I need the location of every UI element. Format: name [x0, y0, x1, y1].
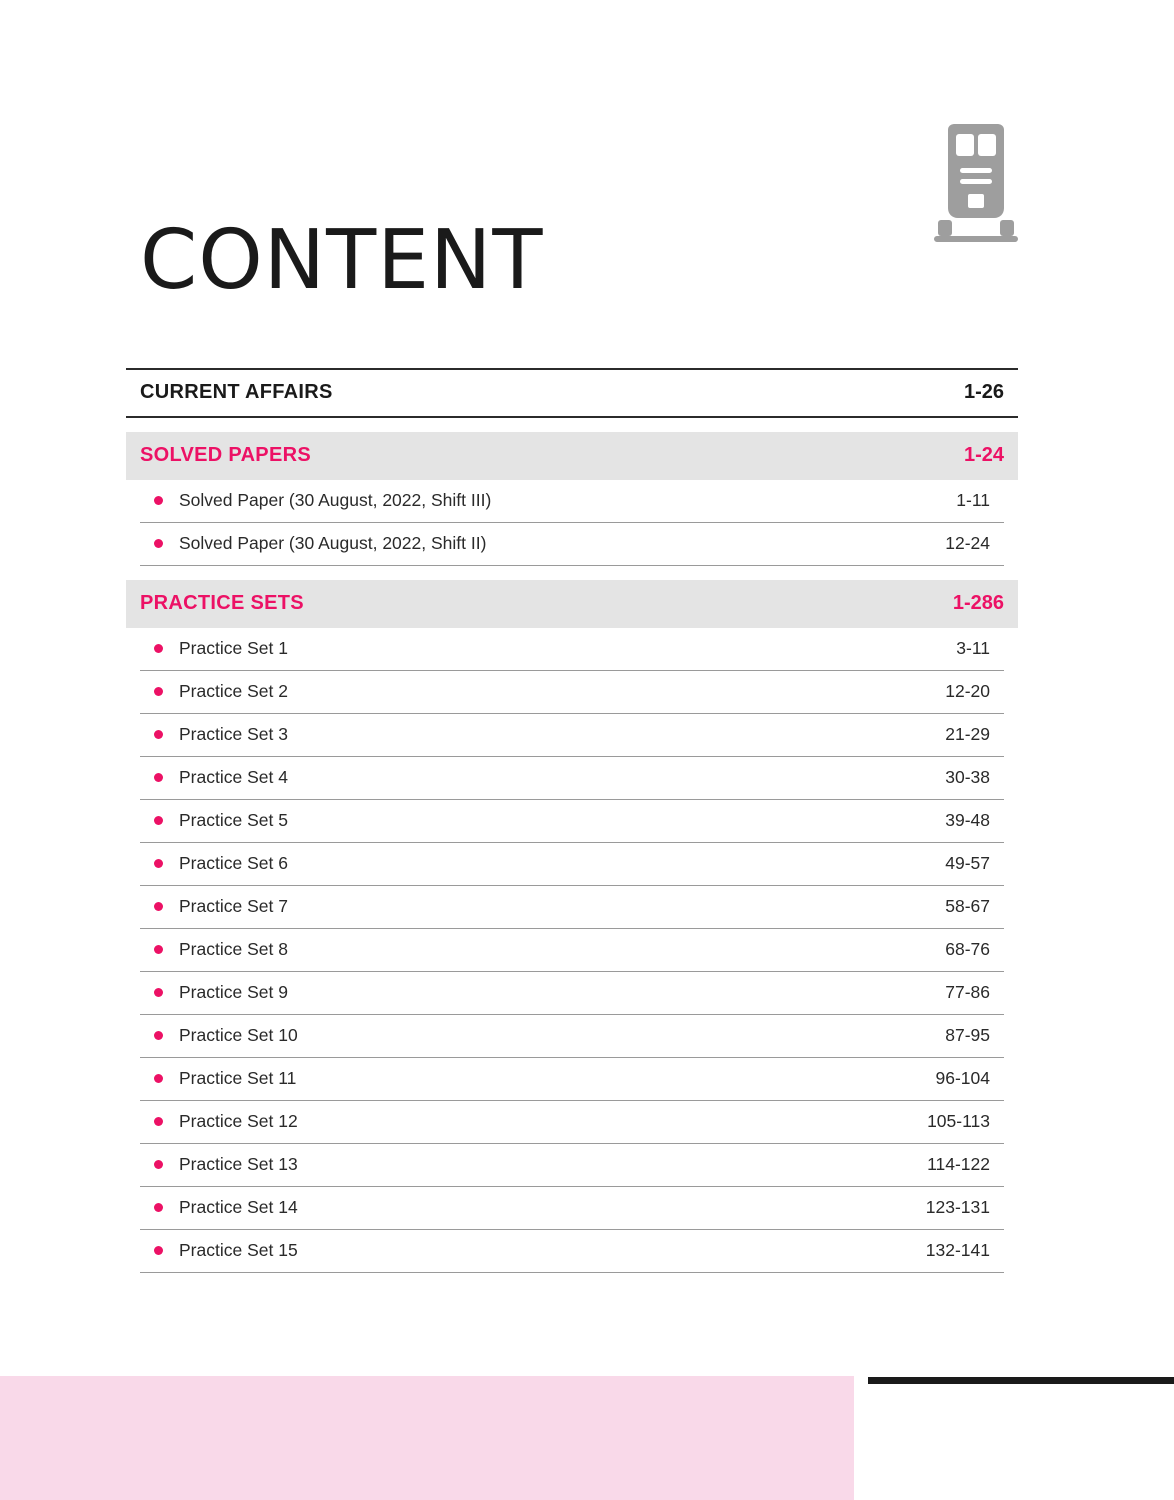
toc-major-label: CURRENT AFFAIRS [140, 381, 333, 403]
list-item-pages: 49-57 [945, 853, 990, 873]
list-item-label: Practice Set 8 [179, 939, 288, 959]
footer-white-notch [854, 1376, 1174, 1500]
list-item-label: Practice Set 15 [179, 1240, 298, 1260]
bullet-icon [154, 1203, 163, 1212]
bullet-icon [154, 988, 163, 997]
list-item[interactable] [140, 714, 1004, 757]
list-item-pages: 87-95 [945, 1025, 990, 1045]
list-item-label: Practice Set 7 [179, 896, 288, 916]
list-item[interactable] [140, 972, 1004, 1015]
list-item-label: Solved Paper (30 August, 2022, Shift III) [179, 490, 492, 510]
list-item-pages: 96-104 [935, 1068, 990, 1088]
list-item-label: Practice Set 10 [179, 1025, 298, 1045]
list-item-pages: 105-113 [927, 1111, 990, 1131]
bullet-icon [154, 902, 163, 911]
list-item-label: Practice Set 5 [179, 810, 288, 830]
toc-section-pages: 1-24 [963, 444, 1004, 466]
list-item-label: Practice Set 2 [179, 681, 288, 701]
bullet-icon [154, 816, 163, 825]
list-item[interactable] [140, 523, 1004, 566]
list-item-label: Practice Set 13 [179, 1154, 298, 1174]
list-item-pages: 77-86 [945, 982, 990, 1002]
page-title: CONTENT [140, 213, 544, 308]
list-item-label: Practice Set 14 [179, 1197, 298, 1217]
toc-section-header-solved-papers[interactable] [126, 432, 1018, 480]
bullet-icon [154, 687, 163, 696]
footer-black-bar [868, 1377, 1174, 1384]
table-of-contents [126, 368, 1018, 1273]
bullet-icon [154, 1246, 163, 1255]
list-item-pages: 132-141 [925, 1240, 990, 1260]
list-item[interactable] [140, 843, 1004, 886]
train-icon [930, 124, 1022, 244]
bullet-icon [154, 945, 163, 954]
list-item-label: Practice Set 6 [179, 853, 288, 873]
list-item[interactable] [140, 929, 1004, 972]
list-item[interactable] [140, 1058, 1004, 1101]
list-item[interactable] [140, 480, 1004, 523]
bullet-icon [154, 539, 163, 548]
list-item[interactable] [140, 1230, 1004, 1273]
toc-section-header-practice-sets[interactable] [126, 580, 1018, 628]
list-item-label: Practice Set 11 [179, 1068, 297, 1088]
list-item-pages: 12-24 [945, 533, 990, 553]
bullet-icon [154, 1160, 163, 1169]
list-item-pages: 1-11 [956, 490, 990, 510]
list-item-label: Practice Set 4 [179, 767, 288, 787]
list-item-pages: 68-76 [945, 939, 990, 959]
list-item-pages: 123-131 [925, 1197, 990, 1217]
toc-major-pages: 1-26 [963, 381, 1004, 403]
list-item-label: Practice Set 9 [179, 982, 288, 1002]
list-item[interactable] [140, 1015, 1004, 1058]
toc-major-row[interactable] [126, 370, 1018, 418]
bullet-icon [154, 730, 163, 739]
list-item[interactable] [140, 757, 1004, 800]
toc-section-pages: 1-286 [952, 592, 1004, 614]
toc-section-label: SOLVED PAPERS [140, 444, 311, 466]
list-item[interactable] [140, 1187, 1004, 1230]
bullet-icon [154, 1074, 163, 1083]
list-item-label: Practice Set 12 [179, 1111, 298, 1131]
list-item-pages: 12-20 [945, 681, 990, 701]
list-item-label: Practice Set 3 [179, 724, 288, 744]
list-item[interactable] [140, 671, 1004, 714]
bullet-icon [154, 644, 163, 653]
list-item-pages: 114-122 [927, 1154, 990, 1174]
bullet-icon [154, 1117, 163, 1126]
list-item[interactable] [140, 1144, 1004, 1187]
list-item[interactable] [140, 800, 1004, 843]
bullet-icon [154, 496, 163, 505]
list-item-label: Practice Set 1 [179, 638, 288, 658]
bullet-icon [154, 773, 163, 782]
bullet-icon [154, 1031, 163, 1040]
list-item-pages: 21-29 [945, 724, 990, 744]
list-item[interactable] [140, 886, 1004, 929]
list-item[interactable] [140, 628, 1004, 671]
list-item-pages: 58-67 [945, 896, 990, 916]
list-item-label: Solved Paper (30 August, 2022, Shift II) [179, 533, 487, 553]
list-item-pages: 3-11 [956, 638, 990, 658]
list-item-pages: 30-38 [945, 767, 990, 787]
list-item-pages: 39-48 [945, 810, 990, 830]
list-item[interactable] [140, 1101, 1004, 1144]
bullet-icon [154, 859, 163, 868]
toc-section-label: PRACTICE SETS [140, 592, 304, 614]
